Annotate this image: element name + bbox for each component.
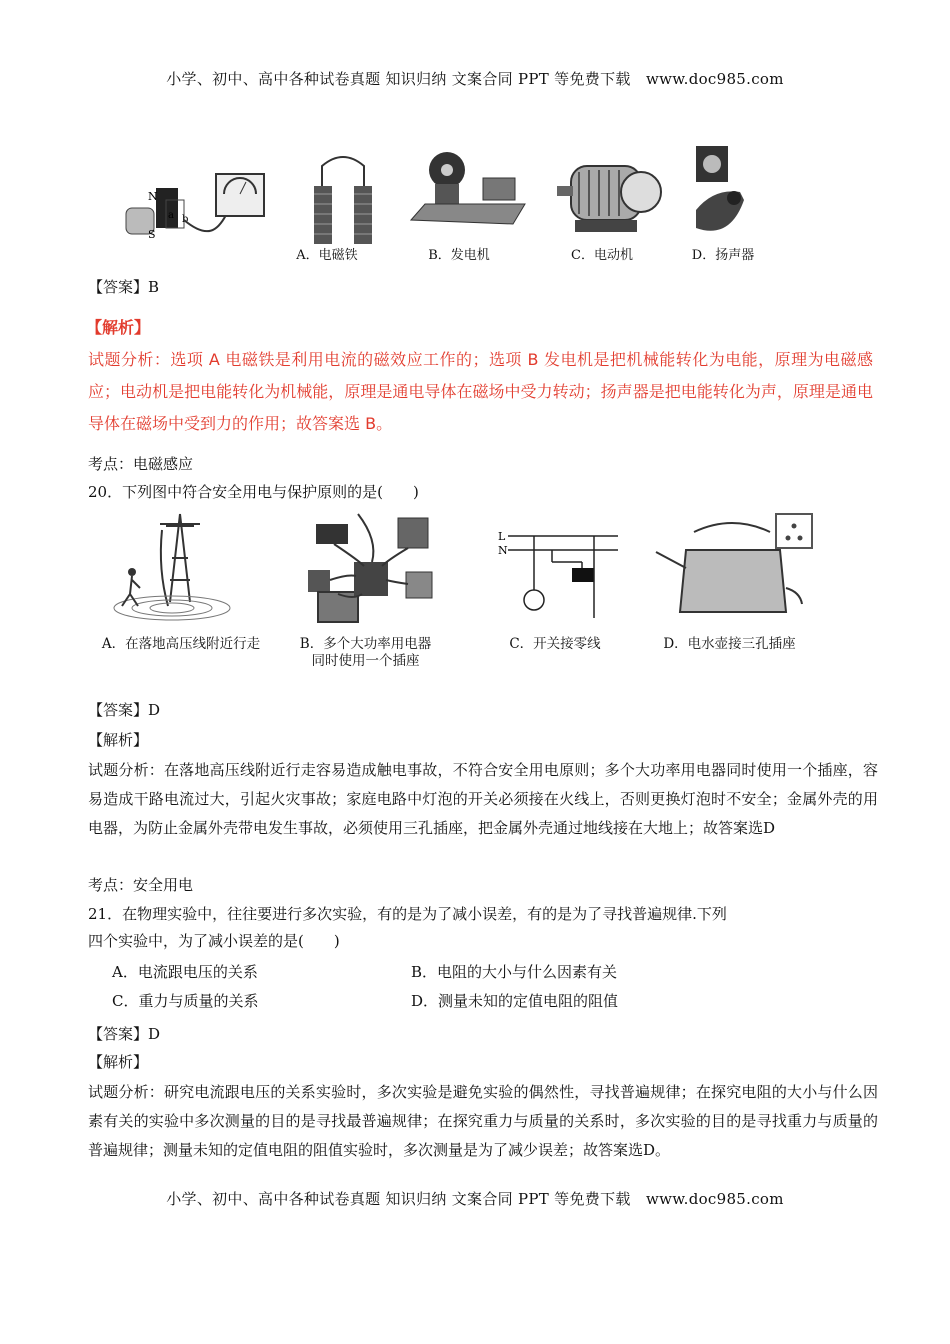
q20-kaodian: 考点：安全用电 (88, 876, 194, 894)
svg-text:b: b (182, 214, 189, 225)
q21-answer: 【答案】D (88, 1025, 161, 1043)
overloaded-socket-figure (298, 510, 443, 630)
q19-caption-c: C．电动机 (571, 248, 633, 263)
q19-analysis: 试题分析：选项 A 电磁铁是利用电流的磁效应工作的；选项 B 发电机是把机械能转化为电能，原理为电磁感应；电动机是把电能转化为机械能，原理是通电导体在磁场中受力转动；扬声器是把电能转化为声，原理是通电导体在磁场中受到力的作用；故答案选 B。 (88, 350, 873, 433)
q19-kaodian: 考点：电磁感应 (88, 455, 194, 473)
q20-analysis-title: 【解析】 (88, 731, 149, 749)
loudspeaker-figure (690, 140, 750, 240)
q21-stem-line1: 21．在物理实验中，往往要进行多次实验，有的是为了减小误差，有的是为了寻找普遍规律.下列 (88, 905, 727, 923)
svg-text:a: a (168, 210, 174, 221)
page-header: 小学、初中、高中各种试卷真题 知识归纳 文案合同 PPT 等免费下载 www.doc985.com (166, 70, 784, 88)
q19-caption-b: B．发电机 (428, 248, 490, 263)
q20-caption-b1: B．多个大功率用电器 (299, 636, 432, 652)
q21-option-a: A．电流跟电压的关系 (112, 963, 258, 981)
q19-answer: 【答案】B (88, 278, 160, 296)
q21-stem-line2: 四个实验中，为了减小误差的是( ) (88, 932, 340, 950)
q21-option-c: C．重力与质量的关系 (112, 992, 259, 1010)
induction-experiment-figure (118, 160, 278, 250)
q20-caption-b2: 同时使用一个插座 (311, 653, 420, 669)
q19-caption-a: A．电磁铁 (296, 248, 358, 263)
q21-analysis: 试题分析：研究电流跟电压的关系实验时，多次实验是避免实验的偶然性，寻找普遍规律；在探究电阻的大小与什么因素有关的实验中多次测量的目的是寻找最普遍规律；在探究重力与质量的关系时，多次实验的目的是寻找重力与质量的普遍规律；测量未知的定值电阻的阻值实验时，多次测量是为了减少误差；故答案选D。 (88, 1083, 878, 1159)
q20-caption-c: C．开关接零线 (509, 636, 601, 652)
q19-analysis-title: 【解析】 (86, 318, 151, 337)
electric-motor-figure (553, 152, 663, 237)
q19-caption-d: D．扬声器 (691, 248, 755, 263)
q21-option-d: D．测量未知的定值电阻的阻值 (411, 992, 619, 1010)
svg-text:N: N (148, 190, 158, 203)
svg-text:L: L (498, 530, 506, 543)
q20-caption-a: A．在落地高压线附近行走 (101, 636, 261, 652)
high-voltage-tower-figure (110, 510, 250, 625)
page-footer: 小学、初中、高中各种试卷真题 知识归纳 文案合同 PPT 等免费下载 www.doc985.com (166, 1190, 784, 1208)
q20-analysis: 试题分析：在落地高压线附近行走容易造成触电事故，不符合安全用电原则；多个大功率用电器同时使用一个插座，容易造成干路电流过大，引起火灾事故；家庭电路中灯泡的开关必须接在火线上，否则更换灯泡时不安全；金属外壳的用电器，为防止金属外壳带电发生事故，必须使用三孔插座，把金属外壳通过地线接在大地上；故答案选D (88, 761, 878, 837)
q20-caption-d: D．电水壶接三孔插座 (663, 636, 796, 652)
generator-figure (405, 148, 530, 238)
electromagnet-figure (308, 148, 378, 253)
svg-text:S: S (148, 228, 156, 241)
q21-analysis-title: 【解析】 (88, 1053, 149, 1071)
q20-answer: 【答案】D (88, 701, 161, 719)
svg-text:N: N (498, 544, 508, 557)
q20-stem: 20．下列图中符合安全用电与保护原则的是( ) (88, 483, 419, 501)
switch-on-neutral-circuit-figure (496, 528, 621, 618)
q21-option-b: B．电阻的大小与什么因素有关 (411, 963, 618, 981)
kettle-three-pin-socket-figure (650, 508, 820, 626)
